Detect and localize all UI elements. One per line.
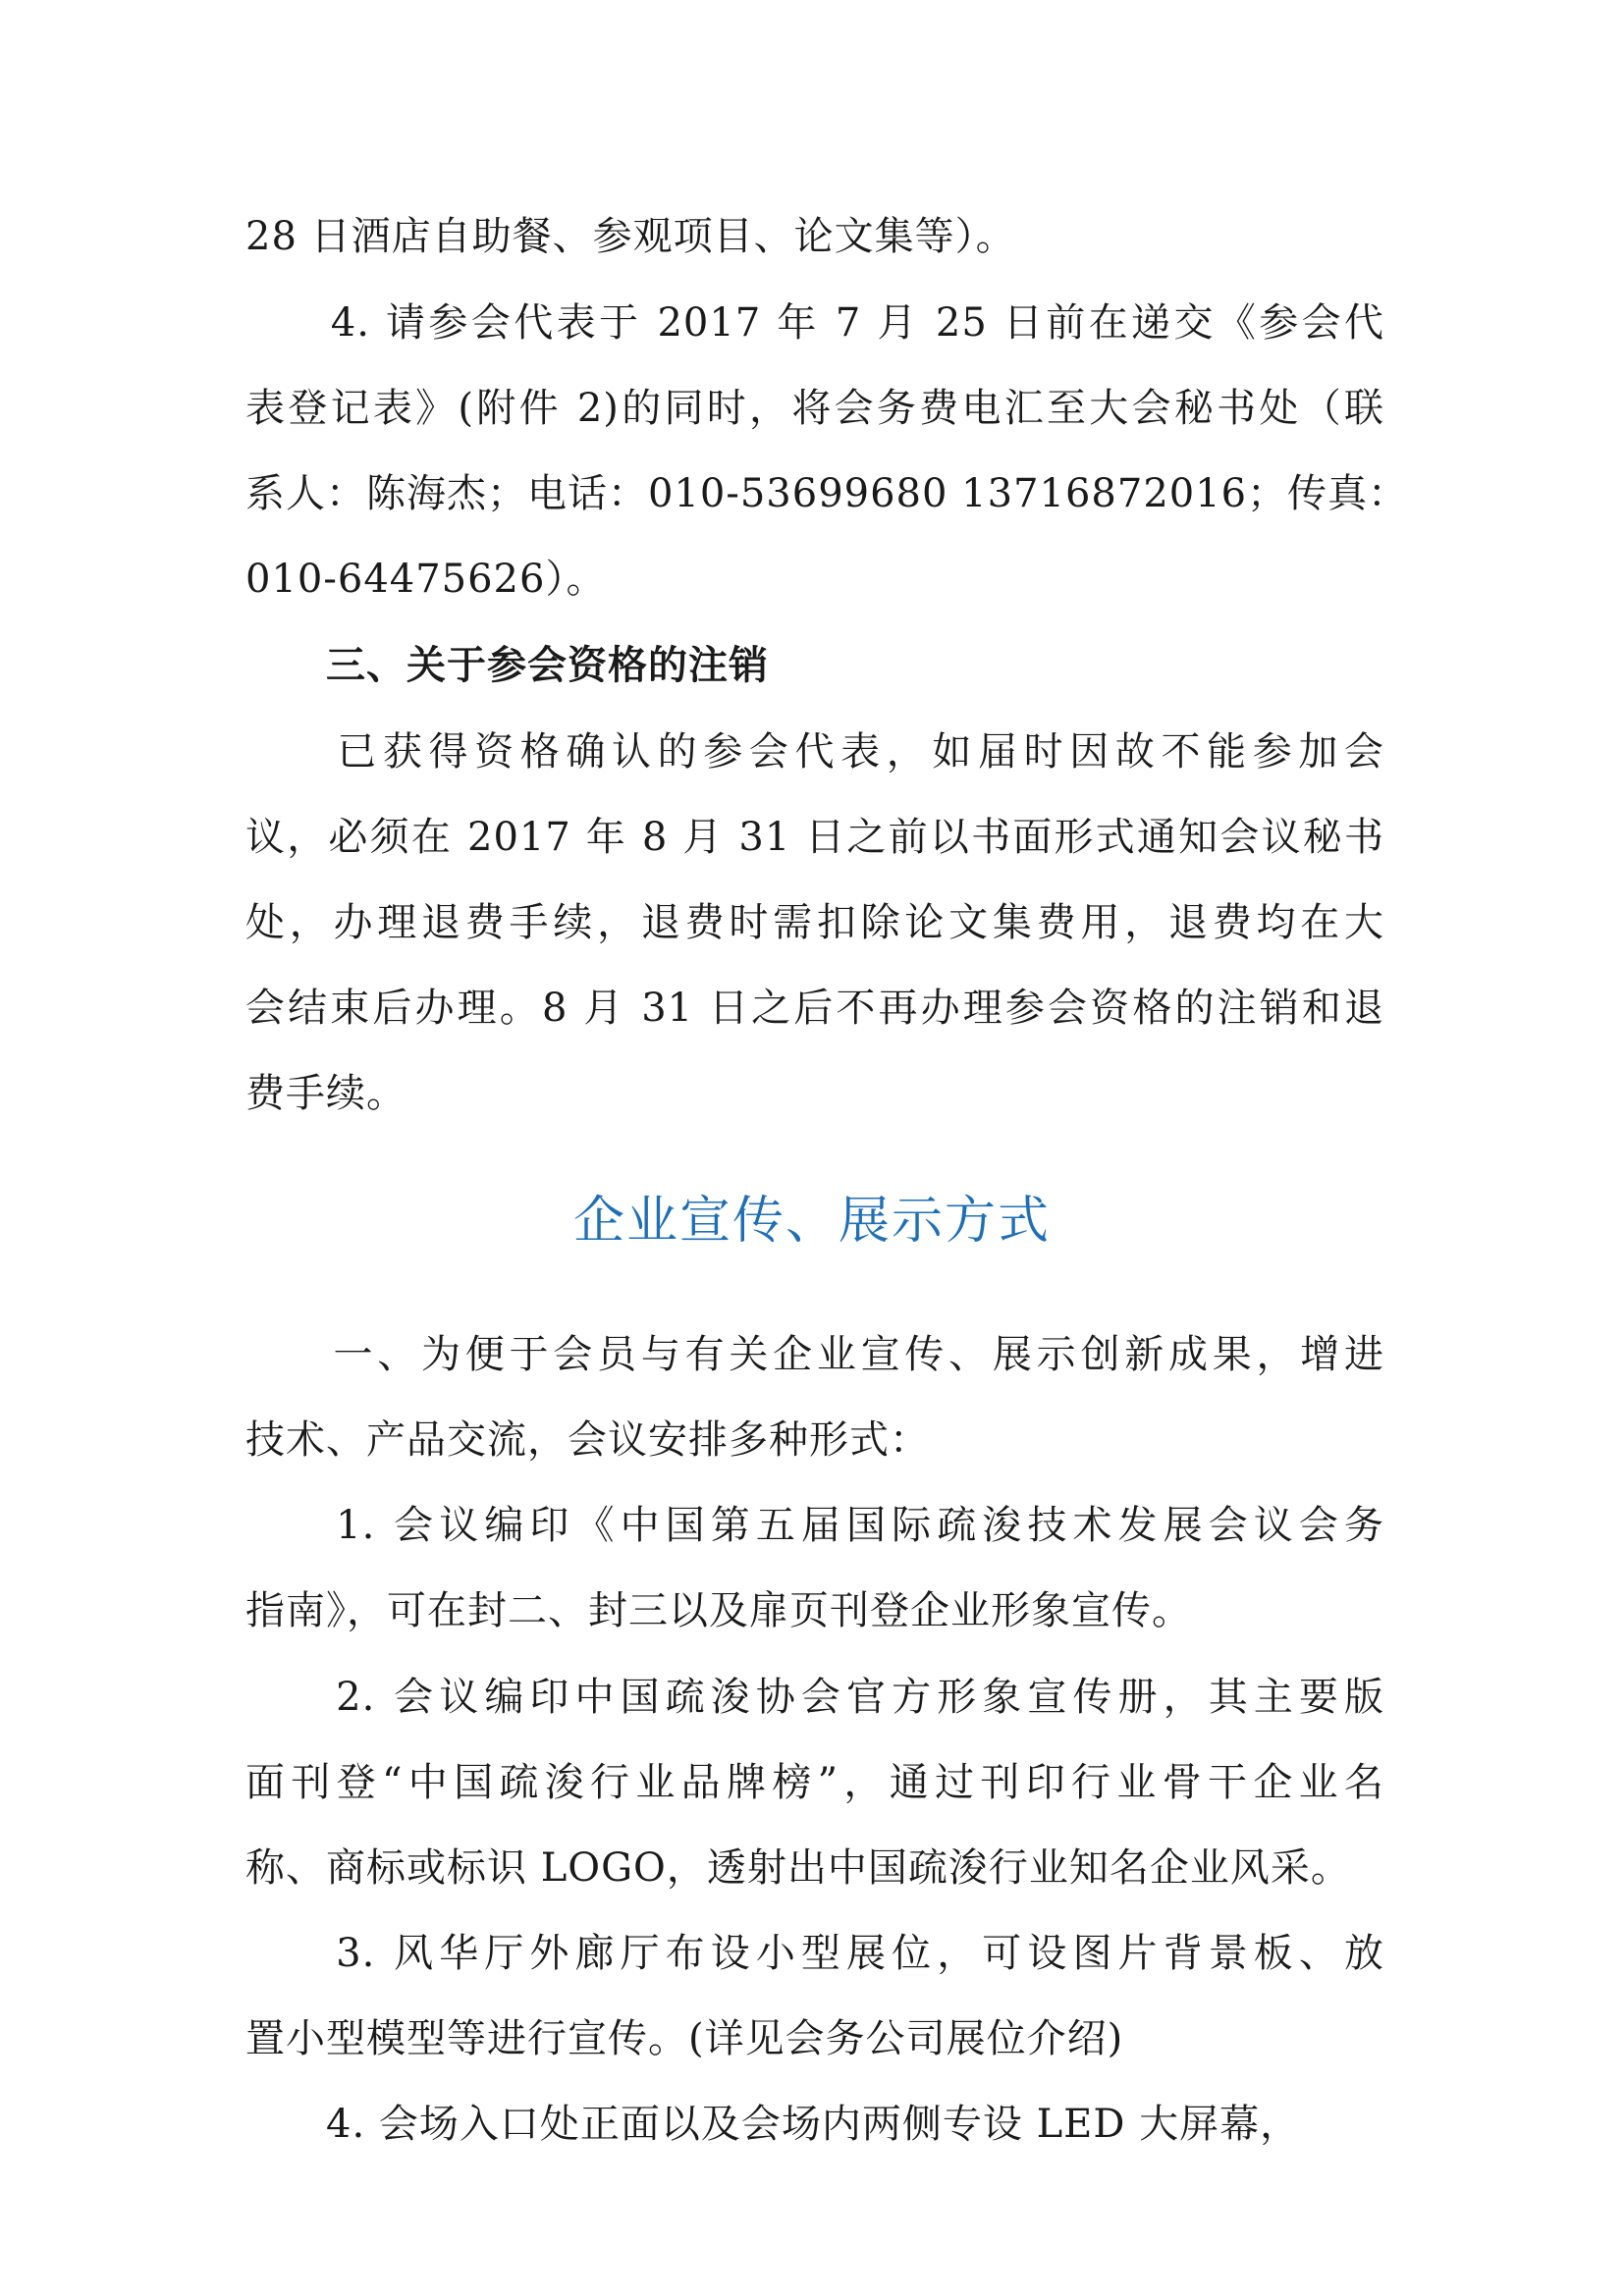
paragraph-line: 2. 会议编印中国疏浚协会官方形象宣传册，其主要版 [245, 1675, 1384, 1720]
paragraph-line: 技术、产品交流，会议安排多种形式： [245, 1417, 930, 1463]
paragraph-line: 称、商标或标识 LOGO，透射出中国疏浚行业知名企业风采。 [245, 1845, 1351, 1891]
paragraph-line: 已获得资格确认的参会代表，如届时因故不能参加会 [245, 729, 1384, 774]
paragraph-line: 1. 会议编印《中国第五届国际疏浚技术发展会议会务 [245, 1503, 1384, 1548]
paragraph-line: 处，办理退费手续，退费时需扣除论文集费用，退费均在大 [245, 900, 1384, 945]
section-heading: 三、关于参会资格的注销 [245, 643, 769, 688]
paragraph-line: 4. 请参会代表于 2017 年 7 月 25 日前在递交《参会代 [245, 300, 1384, 346]
paragraph-line: 置小型模型等进行宣传。(详见会务公司展位介绍) [245, 2016, 1124, 2061]
paragraph-line: 系人：陈海杰；电话：010-53699680 13716872016；传真： [245, 471, 1409, 516]
paragraph-line: 表登记表》(附件 2)的同时，将会务费电汇至大会秘书处（联 [245, 386, 1384, 431]
paragraph-line: 会结束后办理。8 月 31 日之后不再办理参会资格的注销和退 [245, 986, 1384, 1031]
paragraph-line: 3. 风华厅外廊厅布设小型展位，可设图片背景板、放 [245, 1931, 1384, 1976]
paragraph-line: 010-64475626）。 [245, 557, 607, 602]
paragraph-line: 议，必须在 2017 年 8 月 31 日之前以书面形式通知会议秘书 [245, 815, 1384, 860]
promo-section-title: 企业宣传、展示方式 [572, 1192, 1051, 1251]
paragraph-line: 费手续。 [245, 1071, 406, 1116]
paragraph-line: 指南》，可在封二、封三以及扉页刊登企业形象宣传。 [245, 1588, 1192, 1633]
paragraph-line: 4. 会场入口处正面以及会场内两侧专设 LED 大屏幕， [245, 2102, 1301, 2147]
paragraph-line: 一、为便于会员与有关企业宣传、展示创新成果，增进 [245, 1332, 1384, 1377]
paragraph-line: 28 日酒店自助餐、参观项目、论文集等）。 [245, 214, 1016, 259]
paragraph-line: 面刊登“中国疏浚行业品牌榜”，通过刊印行业骨干企业名 [245, 1760, 1384, 1805]
